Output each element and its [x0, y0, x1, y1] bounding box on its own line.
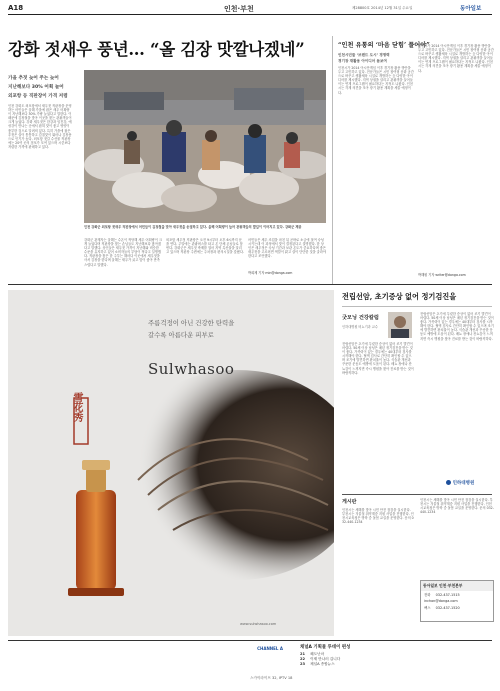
- footer-note: 스카이라이프 32, IPTV 18: [250, 676, 293, 680]
- section-label: 인천·부천: [224, 5, 254, 13]
- tv-item-time: 21: [300, 652, 306, 656]
- subhead: 지난해보다 30% 어획 늘어: [8, 85, 64, 90]
- tv-item-name: 쾌도난마: [310, 652, 325, 656]
- health-body-right: 전립선암은 초기에 뚜렷한 증상이 없어 조기 발견이 어렵다. 50세 이상 남성은 매년 정기검진을 받는 것이 좋다. 가족력이 있는 경우에는 40대부터 검사를 시작해야 한다. 혈액 검사로 간단히 확인할 수 있으며 조기에 발견하면 완치율이 높다. 식습관 개선과 꾸준한 운동도 예방에 도움이 된다. 배뇨 장애나 잔뇨감이 느껴지면 즉시 병원을 찾아 진료를 받는 것이 바람직하다.: [420, 312, 494, 341]
- sponsor-logo-mark: [446, 480, 451, 485]
- article-body-col1: 인천 강화도 외포항에서 새우젓 직판장을 운영하는 어민들은 올해 가을에 잡은 새우 어획량이 지난해보다 30% 가량 늘었다고 말한다. 이 때문에 김장철을 맞아 이곳을 찾는 관광객들이 크게 늘었다. 강화 새우젓은 한강과 임진강, 예성강이 만나는 곳에서 잡혀 맛이 좋고 영양이 풍부한 것으로 알려져 있다. 특히 가을에 잡은 추젓은 살이 통통하고 감칠맛이 뛰어나 김장용으로 인기가 높다. 외포항 젓갈 수산물 직판장에는 20여 곳의 점포가 모여 있으며 시중보다 저렴한 가격에 판매하고 있다.: [8, 104, 72, 149]
- article-body-col3: 외포항 새우젓 직판장은 오전 9시부터 오후 6시까지 문을 연다. 주말에는 관광버스를 타고 온 단체 손님들로 붐빈다. 강화군은 새우젓 축제를 열어 지역 특산물을 알리고 있으며 직판장 주변에는 주차장과 편의시설을 갖췄다.: [166, 238, 244, 255]
- health-author: 인하대병원 비뇨기과 교수: [342, 325, 378, 329]
- fax-number: 032-437-1520: [435, 606, 460, 610]
- photo-caption: 인천 강화군 외포항 젓새우 직판장에서 어민들이 김장철을 맞아 새우젓을 손질하고 있다. 올해 어획량이 늘어 관광객들의 발길이 이어지고 있다. 강화군 제공: [84, 225, 302, 229]
- subhead: 가을 추젓 늦어 주는 늦어: [8, 76, 59, 81]
- article-subheads: [8, 74, 72, 101]
- page-number: A18: [8, 4, 24, 12]
- tv-item-name: 채널A 종합뉴스: [310, 662, 335, 667]
- contact-title: 동아일보 인천·부천본부: [421, 581, 493, 591]
- health-column-title: 굿모닝 건강칼럼: [342, 315, 379, 321]
- sponsor-label: 인하대병원: [452, 481, 475, 486]
- article-byline: 박희제 기자 min@donga.com: [248, 271, 293, 275]
- ad-tagline-2: 갈수록 아름다운 피부로: [148, 331, 214, 339]
- article-body-col2: 강화군 관계자는 올해는 수온이 적당해 새우 어획량이 크게 늘었다며 직판장을 찾는 손님들도 지난해보다 많아졌다고 말했다. 상인들은 새우젓 가격이 지난해와 비슷한 수준을 유지하고 있어 소비자들의 부담이 적다고 설명했다. 직판장을 찾은 한 주부는 해마다 이곳에서 새우젓을 사서 김장을 한다며 올해는 새우가 굵고 맛이 좋아 만족스럽다고 말했다.: [84, 238, 162, 267]
- side-column-byline: 박해원 기자 writer@donga.com: [418, 273, 466, 277]
- channel-a-logo: CHANNEL A: [257, 646, 283, 651]
- ad-brand: Sulwhasoo: [148, 360, 235, 378]
- side-column-title: “인천 유통의 ‘마음 닫힘’ 풀어야”: [338, 42, 430, 49]
- tv-title: 채널A 기획물 투데이 편성: [300, 645, 351, 650]
- ad-footnote: www.sulwhasoo.com: [240, 622, 277, 626]
- sulwhasoo-ad: [8, 290, 334, 636]
- tv-item-name: 이제 만나러 갑니다: [310, 657, 341, 662]
- author-portrait: [388, 312, 412, 338]
- article-photo: [84, 70, 326, 223]
- paper-name: 동아일보: [460, 6, 482, 12]
- side-column-subheads: [338, 52, 418, 64]
- health-body-left: 전립선암은 초기에 뚜렷한 증상이 없어 조기 발견이 어렵다. 50세 이상 남성은 매년 정기검진을 받는 것이 좋다. 가족력이 있는 경우에는 40대부터 검사를 시작해야 한다. 혈액 검사로 간단히 확인할 수 있으며 조기에 발견하면 완치율이 높다. 식습관 개선과 꾸준한 운동도 예방에 도움이 된다. 배뇨 장애나 잔뇨감이 느껴지면 즉시 병원을 찾아 진료를 받는 것이 바람직하다.: [342, 342, 414, 375]
- subhead: 경기장 재활용 아이디어 돋보여: [338, 59, 387, 63]
- ad-artwork: [8, 290, 334, 636]
- tv-item: [300, 662, 490, 667]
- tv-schedule: [300, 652, 490, 668]
- issue-info: 제28800호 2014년 12월 31일 수요일: [352, 6, 413, 10]
- contact-box: [420, 580, 494, 622]
- tv-item-time: 22: [300, 657, 306, 662]
- sponsor-logo: [446, 480, 474, 486]
- article-body-col4: 어민들은 새우 조업을 마친 뒤 곧바로 소금에 절여 숙성시키는데 이 과정에서 맛이 결정된다고 설명했다. 한 상인은 새우젓은 숙성 기간과 보관 온도가 중요하다며 좋은 새우젓을 고르려면 색깔이 맑고 살이 단단한 것을 골라야 한다고 조언했다.: [248, 238, 326, 259]
- health-headline: 전립선암, 초기증상 없어 정기검진을: [342, 292, 457, 301]
- phone-label: 전화: [424, 593, 431, 597]
- ad-tagline-1: 주름걱정이 아닌 건강한 탄력을: [148, 319, 235, 327]
- shrimp-market-photo: [84, 70, 326, 223]
- tv-item-time: 23: [300, 662, 306, 667]
- notice-body-right: 인천시는 새해를 맞아 시민 안전 점검을 실시한다. 부천시는 겨울철 취약계층 지원 사업을 진행한다. 인천시교육청은 방학 중 돌봄 교실을 운영한다. 문의 032-440-1234: [420, 498, 494, 515]
- side-column-body: 인천시가 2014 아시안게임 이후 경기장 활용 방안을 두고 고민하고 있다. 전문가들은 시민 참여형 문화 공간으로 바꾸고 생활체육 시설로 개방하는 등 다양한 아이디어를 제시했다. 지역 상권을 살리고 관광객을 끌어들이는 연계 프로그램이 필요하다는 지적도 나왔다. 인천시는 각계 의견을 모아 장기 활용 계획을 세울 예정이다.: [418, 44, 494, 73]
- side-column-body-left: 인천시가 2014 아시안게임 이후 경기장 활용 방안을 두고 고민하고 있다. 전문가들은 시민 참여형 문화 공간으로 바꾸고 생활체육 시설로 개방하는 등 다양한 아이디어를 제시했다. 지역 상권을 살리고 관광객을 끌어들이는 연계 프로그램이 필요하다는 지적도 나왔다. 인천시는 각계 의견을 모아 장기 활용 계획을 세울 예정이다.: [338, 66, 414, 95]
- article-headline: 강화 젓새우 풍년… “올 김장 맛깔나겠네”: [8, 40, 305, 59]
- notice-body-left: 인천시는 새해를 맞아 시민 안전 점검을 실시한다. 부천시는 겨울철 취약계층 지원 사업을 진행한다. 인천시교육청은 방학 중 돌봄 교실을 운영한다. 문의 032-440-1234: [342, 508, 414, 525]
- phone-number: 032-437-1515: [435, 593, 460, 597]
- notice-title: 게시판: [342, 499, 357, 505]
- ad-hanja-logo: 雪花秀: [71, 392, 82, 422]
- subhead: 외포항 등 직판장이 가격 저렴: [8, 94, 68, 99]
- subhead: 인천시민들 ‘브랜드 도시’ 경쟁력: [338, 53, 390, 57]
- contact-email: inchon@donga.com: [424, 599, 458, 603]
- author-photo: [388, 312, 412, 338]
- fax-label: 팩스: [424, 606, 431, 610]
